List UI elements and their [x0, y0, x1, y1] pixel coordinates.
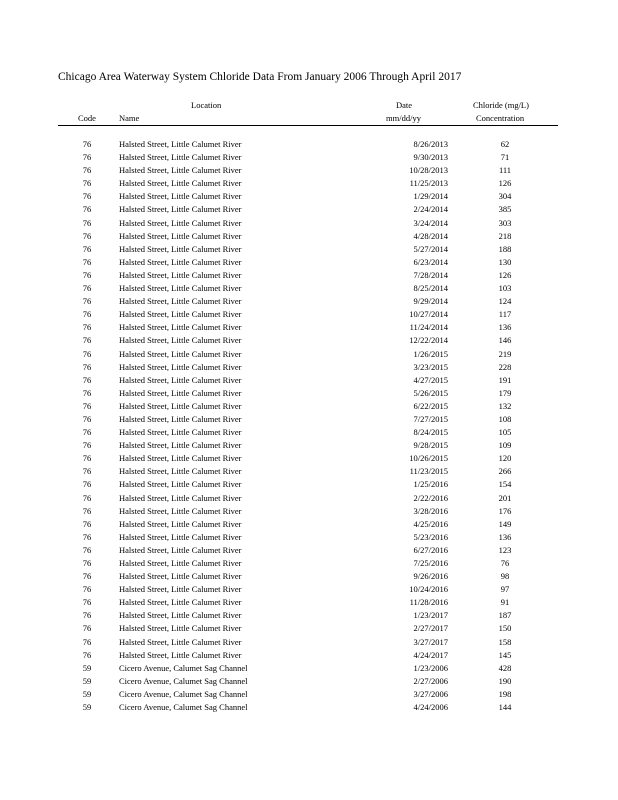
cell-location-name: Halsted Street, Little Calumet River	[119, 571, 242, 582]
table-row	[0, 256, 618, 269]
cell-date: 7/27/2015	[413, 413, 448, 424]
table-row	[0, 243, 618, 256]
cell-concentration: 111	[498, 165, 512, 176]
cell-location-name: Halsted Street, Little Calumet River	[119, 544, 242, 555]
cell-date: 11/24/2014	[409, 322, 448, 333]
cell-concentration: 150	[498, 623, 512, 634]
cell-code: 76	[82, 296, 92, 307]
table-row	[0, 649, 618, 662]
table-row	[0, 596, 618, 609]
cell-location-name: Halsted Street, Little Calumet River	[119, 623, 242, 634]
cell-code: 76	[82, 610, 92, 621]
cell-code: 76	[82, 335, 92, 346]
cell-code: 76	[82, 387, 92, 398]
cell-concentration: 219	[498, 348, 512, 359]
cell-code: 76	[82, 413, 92, 424]
cell-concentration: 304	[498, 191, 512, 202]
cell-code: 76	[82, 191, 92, 202]
table-row	[0, 688, 618, 701]
cell-date: 5/26/2015	[413, 387, 448, 398]
header-date: Date	[396, 100, 413, 110]
cell-code: 76	[82, 453, 92, 464]
cell-code: 59	[82, 702, 92, 713]
cell-location-name: Halsted Street, Little Calumet River	[119, 649, 242, 660]
table-row	[0, 374, 618, 387]
cell-concentration: 303	[498, 217, 512, 228]
cell-date: 2/22/2016	[413, 492, 448, 503]
cell-code: 76	[82, 204, 92, 215]
cell-code: 76	[82, 558, 92, 568]
cell-concentration: 145	[498, 649, 512, 660]
table-row	[0, 230, 618, 243]
cell-location-name: Halsted Street, Little Calumet River	[119, 256, 242, 267]
cell-concentration: 154	[498, 479, 512, 490]
cell-date: 6/23/2014	[413, 256, 448, 267]
table-row	[0, 413, 618, 426]
cell-location-name: Cicero Avenue, Calumet Sag Channel	[119, 688, 248, 699]
cell-concentration: 428	[498, 662, 512, 673]
cell-code: 76	[82, 544, 92, 555]
cell-concentration: 124	[498, 296, 512, 307]
table-row	[0, 426, 618, 439]
table-row	[0, 348, 618, 361]
cell-date: 10/26/2015	[409, 453, 448, 464]
cell-code: 59	[82, 662, 92, 673]
cell-concentration: 266	[498, 466, 512, 477]
cell-date: 12/22/2014	[409, 335, 448, 346]
cell-date: 8/24/2015	[413, 427, 448, 438]
cell-concentration: 179	[498, 387, 512, 398]
cell-date: 1/25/2016	[413, 479, 448, 490]
cell-date: 8/26/2013	[413, 139, 448, 149]
table-row	[0, 583, 618, 596]
cell-location-name: Halsted Street, Little Calumet River	[119, 139, 242, 149]
cell-location-name: Halsted Street, Little Calumet River	[119, 558, 242, 568]
cell-location-name: Halsted Street, Little Calumet River	[119, 518, 242, 529]
cell-date: 3/28/2016	[413, 505, 448, 516]
cell-concentration: 103	[498, 283, 512, 294]
cell-code: 76	[82, 427, 92, 438]
cell-date: 2/27/2006	[413, 675, 448, 686]
table-row	[0, 321, 618, 334]
cell-concentration: 218	[498, 230, 512, 241]
cell-date: 4/24/2006	[413, 702, 448, 713]
cell-code: 76	[82, 440, 92, 451]
cell-code: 76	[82, 636, 92, 647]
cell-date: 3/27/2006	[413, 688, 448, 699]
table-row	[0, 151, 618, 164]
header-concentration: Concentration	[476, 113, 525, 123]
cell-location-name: Halsted Street, Little Calumet River	[119, 466, 242, 477]
table-row	[0, 505, 618, 518]
header-chloride: Chloride (mg/L)	[473, 100, 529, 110]
cell-date: 8/25/2014	[413, 283, 448, 294]
cell-location-name: Halsted Street, Little Calumet River	[119, 283, 242, 294]
cell-code: 76	[82, 139, 92, 149]
cell-code: 76	[82, 243, 92, 254]
cell-location-name: Halsted Street, Little Calumet River	[119, 400, 242, 411]
cell-location-name: Halsted Street, Little Calumet River	[119, 374, 242, 385]
cell-location-name: Halsted Street, Little Calumet River	[119, 322, 242, 333]
table-row	[0, 675, 618, 688]
cell-location-name: Halsted Street, Little Calumet River	[119, 152, 242, 163]
cell-code: 76	[82, 283, 92, 294]
cell-location-name: Halsted Street, Little Calumet River	[119, 191, 242, 202]
cell-location-name: Halsted Street, Little Calumet River	[119, 610, 242, 621]
cell-concentration: 201	[498, 492, 512, 503]
cell-concentration: 97	[500, 584, 510, 595]
table-row	[0, 177, 618, 190]
cell-concentration: 120	[498, 453, 512, 464]
cell-concentration: 188	[498, 243, 512, 254]
cell-date: 4/27/2015	[413, 374, 448, 385]
cell-code: 76	[82, 479, 92, 490]
page-title: Chicago Area Waterway System Chloride Data From January 2006 Through April 2017	[58, 71, 462, 83]
header-name: Name	[119, 113, 140, 123]
table-row	[0, 203, 618, 216]
cell-concentration: 91	[500, 597, 510, 608]
cell-location-name: Halsted Street, Little Calumet River	[119, 335, 242, 346]
cell-code: 76	[82, 374, 92, 385]
table-row	[0, 465, 618, 478]
cell-code: 59	[82, 688, 92, 699]
cell-date: 1/23/2017	[413, 610, 448, 621]
cell-location-name: Halsted Street, Little Calumet River	[119, 361, 242, 372]
cell-concentration: 71	[500, 152, 510, 163]
cell-location-name: Halsted Street, Little Calumet River	[119, 505, 242, 516]
header-date-format: mm/dd/yy	[386, 113, 421, 123]
cell-date: 3/27/2017	[413, 636, 448, 647]
cell-concentration: 149	[498, 518, 512, 529]
cell-code: 76	[82, 492, 92, 503]
cell-concentration: 76	[500, 558, 510, 568]
cell-code: 76	[82, 230, 92, 241]
cell-concentration: 98	[500, 571, 510, 582]
cell-code: 76	[82, 400, 92, 411]
table-row	[0, 400, 618, 413]
cell-code: 76	[82, 217, 92, 228]
cell-code: 76	[82, 256, 92, 267]
cell-code: 76	[82, 269, 92, 280]
cell-date: 9/30/2013	[413, 152, 448, 163]
cell-concentration: 109	[498, 440, 512, 451]
cell-location-name: Cicero Avenue, Calumet Sag Channel	[119, 702, 248, 713]
cell-code: 76	[82, 165, 92, 176]
cell-code: 76	[82, 348, 92, 359]
cell-date: 5/27/2014	[413, 243, 448, 254]
cell-concentration: 144	[498, 702, 512, 713]
header-location: Location	[191, 100, 222, 110]
cell-date: 10/24/2016	[409, 584, 448, 595]
table-row	[0, 478, 618, 491]
table-row	[0, 609, 618, 622]
cell-code: 76	[82, 466, 92, 477]
cell-date: 1/29/2014	[413, 191, 448, 202]
table-row	[0, 334, 618, 347]
cell-location-name: Halsted Street, Little Calumet River	[119, 204, 242, 215]
cell-date: 6/22/2015	[413, 400, 448, 411]
table-row	[0, 439, 618, 452]
cell-code: 59	[82, 675, 92, 686]
cell-location-name: Halsted Street, Little Calumet River	[119, 243, 242, 254]
cell-concentration: 158	[498, 636, 512, 647]
cell-code: 76	[82, 322, 92, 333]
cell-date: 7/25/2016	[413, 558, 448, 568]
cell-concentration: 132	[498, 400, 512, 411]
cell-concentration: 136	[498, 322, 512, 333]
cell-location-name: Halsted Street, Little Calumet River	[119, 531, 242, 542]
cell-date: 3/23/2015	[413, 361, 448, 372]
cell-concentration: 123	[498, 544, 512, 555]
cell-concentration: 105	[498, 427, 512, 438]
cell-location-name: Halsted Street, Little Calumet River	[119, 597, 242, 608]
cell-concentration: 130	[498, 256, 512, 267]
cell-code: 76	[82, 597, 92, 608]
table-row	[0, 452, 618, 465]
table-row	[0, 269, 618, 282]
table-row	[0, 164, 618, 177]
cell-code: 76	[82, 531, 92, 542]
cell-code: 76	[82, 623, 92, 634]
cell-date: 10/27/2014	[409, 309, 448, 320]
cell-date: 11/23/2015	[409, 466, 448, 477]
table-row	[0, 295, 618, 308]
cell-location-name: Halsted Street, Little Calumet River	[119, 636, 242, 647]
cell-location-name: Halsted Street, Little Calumet River	[119, 479, 242, 490]
table-row	[0, 308, 618, 321]
cell-code: 76	[82, 584, 92, 595]
cell-location-name: Halsted Street, Little Calumet River	[119, 269, 242, 280]
cell-concentration: 228	[498, 361, 512, 372]
cell-code: 76	[82, 518, 92, 529]
cell-date: 7/28/2014	[413, 269, 448, 280]
cell-code: 76	[82, 361, 92, 372]
cell-date: 4/24/2017	[413, 649, 448, 660]
cell-location-name: Cicero Avenue, Calumet Sag Channel	[119, 675, 248, 686]
table-row	[0, 636, 618, 649]
cell-date: 1/26/2015	[413, 348, 448, 359]
table-row	[0, 662, 618, 675]
cell-concentration: 198	[498, 688, 512, 699]
header-code: Code	[78, 113, 96, 123]
cell-code: 76	[82, 309, 92, 320]
cell-location-name: Halsted Street, Little Calumet River	[119, 453, 242, 464]
cell-date: 11/28/2016	[409, 597, 448, 608]
cell-location-name: Halsted Street, Little Calumet River	[119, 348, 242, 359]
cell-location-name: Cicero Avenue, Calumet Sag Channel	[119, 662, 248, 673]
cell-date: 1/23/2006	[413, 662, 448, 673]
cell-concentration: 136	[498, 531, 512, 542]
table-row	[0, 557, 618, 570]
table-row	[0, 622, 618, 635]
table-row	[0, 518, 618, 531]
cell-date: 2/27/2017	[413, 623, 448, 634]
cell-location-name: Halsted Street, Little Calumet River	[119, 217, 242, 228]
table-row	[0, 361, 618, 374]
cell-code: 76	[82, 178, 92, 189]
cell-date: 2/24/2014	[413, 204, 448, 215]
table-row	[0, 544, 618, 557]
cell-location-name: Halsted Street, Little Calumet River	[119, 387, 242, 398]
cell-date: 9/29/2014	[413, 296, 448, 307]
table-row	[0, 570, 618, 583]
cell-date: 10/28/2013	[409, 165, 448, 176]
cell-location-name: Halsted Street, Little Calumet River	[119, 584, 242, 595]
cell-location-name: Halsted Street, Little Calumet River	[119, 440, 242, 451]
cell-location-name: Halsted Street, Little Calumet River	[119, 230, 242, 241]
cell-location-name: Halsted Street, Little Calumet River	[119, 413, 242, 424]
cell-location-name: Halsted Street, Little Calumet River	[119, 492, 242, 503]
cell-concentration: 187	[498, 610, 512, 621]
cell-concentration: 385	[498, 204, 512, 215]
cell-location-name: Halsted Street, Little Calumet River	[119, 427, 242, 438]
cell-concentration: 176	[498, 505, 512, 516]
cell-date: 6/27/2016	[413, 544, 448, 555]
cell-concentration: 108	[498, 413, 512, 424]
cell-location-name: Halsted Street, Little Calumet River	[119, 165, 242, 176]
data-table-body	[0, 138, 618, 714]
header-divider	[58, 125, 558, 126]
cell-code: 76	[82, 152, 92, 163]
cell-code: 76	[82, 571, 92, 582]
cell-date: 11/25/2013	[409, 178, 448, 189]
cell-concentration: 62	[500, 139, 510, 149]
cell-date: 4/25/2016	[413, 518, 448, 529]
cell-location-name: Halsted Street, Little Calumet River	[119, 178, 242, 189]
cell-concentration: 117	[498, 309, 512, 320]
table-row	[0, 387, 618, 400]
cell-date: 5/23/2016	[413, 531, 448, 542]
cell-concentration: 126	[498, 269, 512, 280]
cell-date: 9/26/2016	[413, 571, 448, 582]
cell-concentration: 126	[498, 178, 512, 189]
table-row	[0, 190, 618, 203]
cell-concentration: 146	[498, 335, 512, 346]
table-row	[0, 282, 618, 295]
table-row	[0, 701, 618, 714]
cell-date: 3/24/2014	[413, 217, 448, 228]
cell-code: 76	[82, 505, 92, 516]
cell-concentration: 191	[498, 374, 512, 385]
cell-location-name: Halsted Street, Little Calumet River	[119, 309, 242, 320]
table-row	[0, 492, 618, 505]
cell-code: 76	[82, 649, 92, 660]
table-row	[0, 217, 618, 230]
cell-date: 9/28/2015	[413, 440, 448, 451]
cell-location-name: Halsted Street, Little Calumet River	[119, 296, 242, 307]
cell-date: 4/28/2014	[413, 230, 448, 241]
table-row	[0, 138, 618, 151]
cell-concentration: 190	[498, 675, 512, 686]
table-row	[0, 531, 618, 544]
